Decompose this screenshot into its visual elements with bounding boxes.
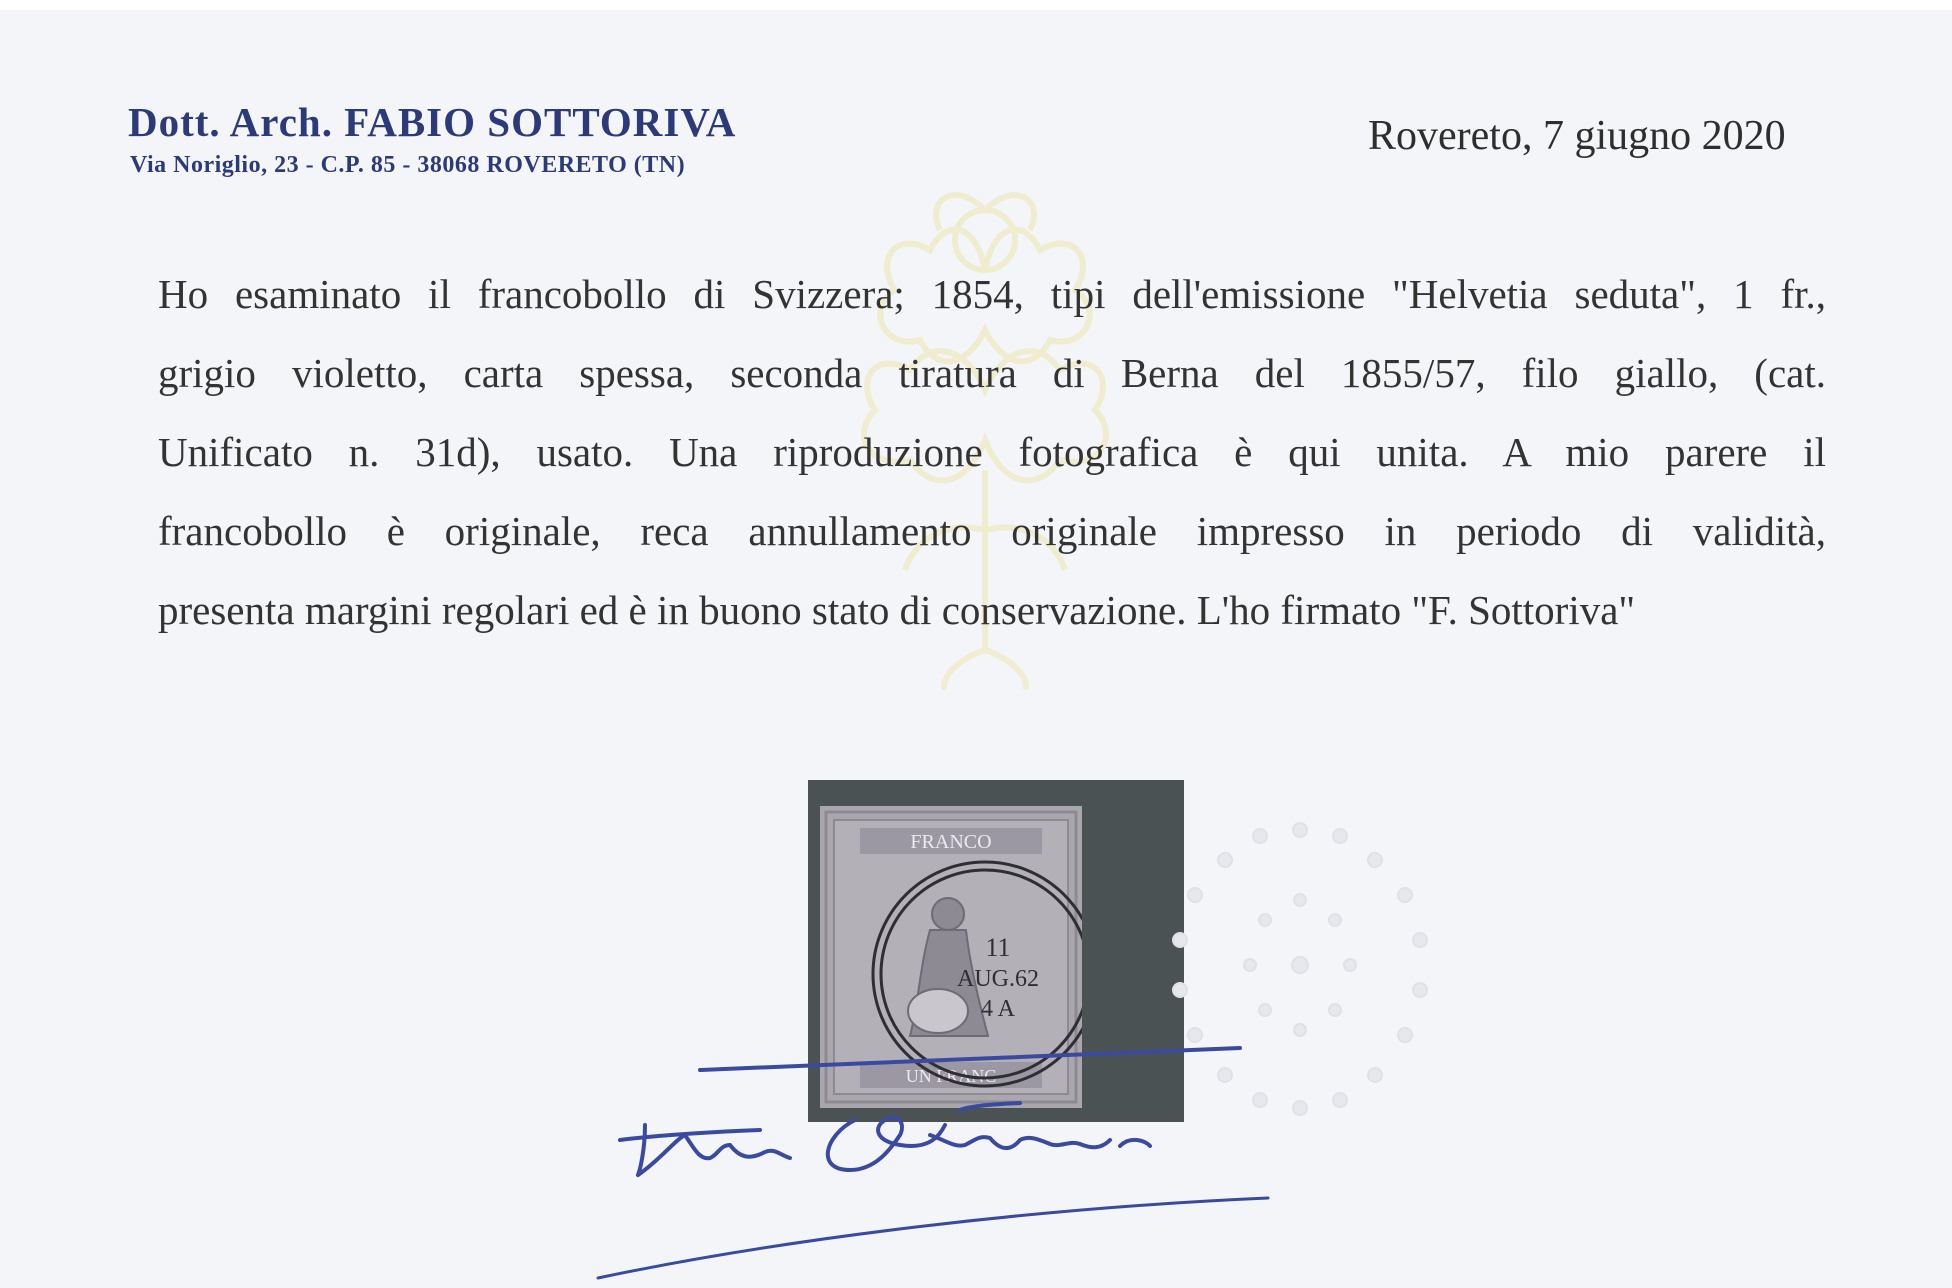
postmark-time: 4 A	[980, 996, 1016, 1022]
certificate-line: presenta margini regolari ed è in buono stato di conservazione. L'ho firmato "F. Sottoriva"	[158, 587, 1636, 633]
certificate-line: francobollo è originale, reca annullamento originale impresso in periodo di validità,	[158, 508, 1826, 554]
stamp-bottom-text: UN FRANC	[905, 1066, 997, 1086]
stamp-top-text: FRANCO	[910, 831, 992, 853]
top-edge	[0, 0, 1952, 10]
signature-underline-icon	[588, 1178, 1278, 1288]
certificate-line: grigio violetto, carta spessa, seconda tiratura di Berna del 1855/57, filo giallo, (cat.	[158, 350, 1826, 396]
postmark-day: 11	[985, 933, 1011, 962]
certificate-line: Unificato n. 31d), usato. Una riproduzione fotografica è qui unita. A mio parere il	[158, 429, 1826, 475]
place-date: Rovereto, 7 giugno 2020	[1368, 113, 1786, 159]
issuer-address: Via Noriglio, 23 - C.P. 85 - 38068 ROVERETO (TN)	[130, 152, 686, 178]
issuer-name: Dott. Arch. FABIO SOTTORIVA	[128, 99, 737, 145]
signature-icon	[600, 1040, 1300, 1200]
postmark-date: AUG.62	[957, 966, 1039, 992]
certificate-line: Ho esaminato il francobollo di Svizzera; 1854, tipi dell'emissione "Helvetia seduta", 1 fr.,	[158, 271, 1826, 317]
certificate-text	[158, 255, 1826, 650]
